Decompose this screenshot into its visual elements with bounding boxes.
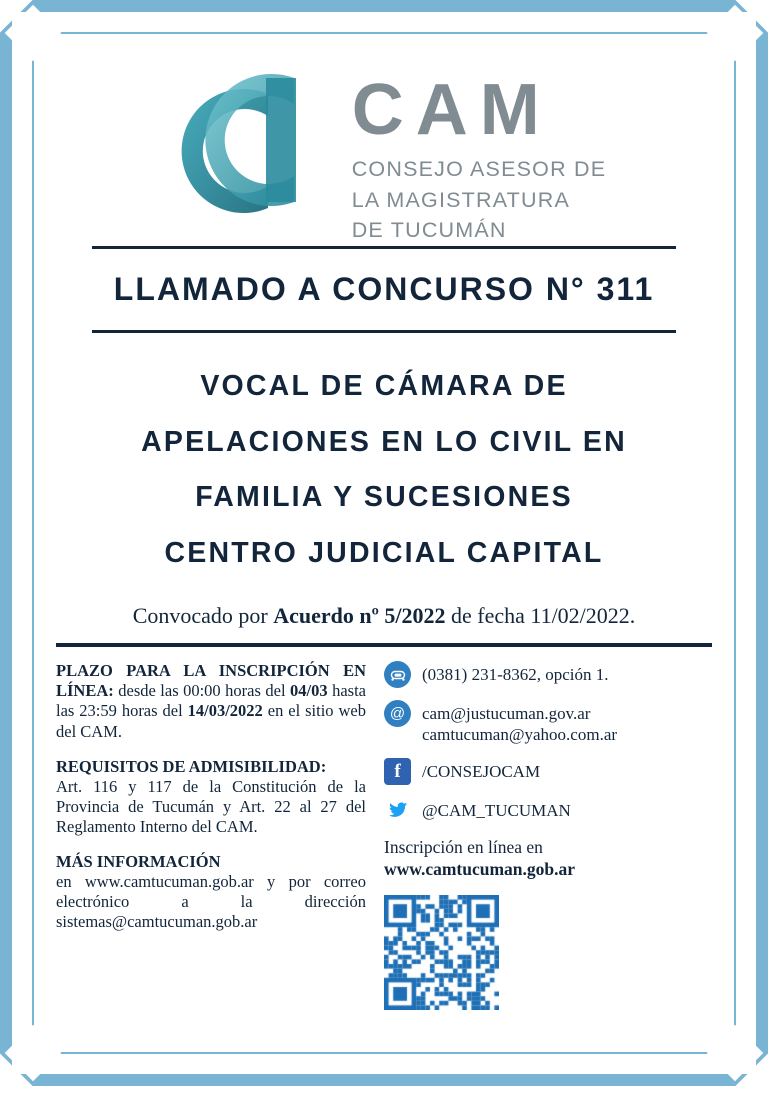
- position-title: [64, 359, 704, 581]
- more-info-text: en www.camtucuman.gob.ar y por correo electrónico a la dirección sistemas@camtucuman.gob.ar: [56, 872, 366, 932]
- contact-row-phone: [384, 661, 712, 688]
- email-icon: @: [384, 700, 411, 727]
- registration-note: [384, 836, 712, 882]
- requirements-heading: REQUISITOS DE ADMISIBILIDAD:: [56, 756, 327, 776]
- twitter-handle[interactable]: @CAM_TUCUMAN: [422, 800, 571, 820]
- logo-subtitle: [352, 154, 607, 246]
- logo-acronym: CAM: [351, 70, 552, 150]
- requirements-text: Art. 116 y 117 de la Constitución de la Provincia de Tucumán y Art. 22 al 27 del Reglamento Interno del CAM.: [56, 776, 366, 836]
- deadline-start-date: 04/03: [290, 681, 328, 701]
- divider-below-title: [92, 330, 676, 333]
- logo-subtitle-line-2: LA MAGISTRATURA: [351, 187, 571, 212]
- phone-icon: [384, 661, 411, 688]
- details-right-column: [384, 661, 712, 1010]
- deadline-heading: PLAZO PARA LA INSCRIPCIÓN EN LÍNEA:: [56, 661, 366, 701]
- position-title-line-2: APELACIONES EN LO CIVIL EN: [141, 425, 627, 458]
- registration-url[interactable]: www.camtucuman.gob.ar: [384, 859, 576, 880]
- contact-row-email: [384, 700, 712, 746]
- phone-number[interactable]: (0381) 231-8362, opción 1.: [422, 665, 609, 685]
- poster-content: [34, 34, 734, 1052]
- logo-subtitle-line-1: CONSEJO ASESOR DE: [351, 157, 607, 182]
- qr-code-canvas: [384, 895, 499, 1010]
- logo-subtitle-line-3: DE TUCUMÁN: [351, 218, 507, 243]
- deadline-text-2: hasta las 23:59 horas del: [56, 681, 366, 721]
- contact-row-twitter: [384, 797, 712, 824]
- details-left-column: [56, 661, 366, 1010]
- cam-c-monogram-icon: [162, 52, 336, 234]
- facebook-handle[interactable]: /CONSEJOCAM: [422, 761, 541, 781]
- logo-block: [34, 34, 734, 246]
- divider-above-title: [92, 246, 676, 249]
- convocation-agreement: Acuerdo nº 5/2022: [273, 603, 446, 629]
- twitter-icon: [384, 797, 411, 824]
- convocation-note: [44, 603, 724, 629]
- deadline-end-date: 14/03/2022: [187, 701, 263, 721]
- email-address-2[interactable]: camtucuman@yahoo.com.ar: [422, 725, 618, 745]
- registration-text: Inscripción en línea en: [384, 836, 543, 857]
- requirements-block: [56, 757, 366, 837]
- contact-row-facebook: [384, 758, 712, 785]
- convocation-prefix: Convocado por: [132, 603, 274, 629]
- page-title: LLAMADO A CONCURSO N° 311: [113, 270, 655, 307]
- qr-code-camtucuman[interactable]: [384, 895, 499, 1010]
- email-address-1[interactable]: cam@justucuman.gov.ar: [422, 704, 591, 724]
- logo-wordmark: [352, 52, 607, 246]
- deadline-block: [56, 661, 366, 742]
- more-info-heading: MÁS INFORMACIÓN: [56, 852, 221, 872]
- deadline-text-1: desde las 00:00 horas del: [113, 681, 291, 701]
- details-section: [34, 647, 734, 1010]
- deadline-text-3: en el sitio web del CAM.: [56, 701, 366, 741]
- facebook-icon: f: [384, 758, 411, 785]
- position-title-line-4: CENTRO JUDICIAL CAPITAL: [164, 536, 604, 569]
- more-info-block: [56, 852, 366, 932]
- position-title-line-3: FAMILIA Y SUCESIONES: [195, 481, 573, 514]
- position-title-line-1: VOCAL DE CÁMARA DE: [200, 369, 568, 402]
- convocation-suffix: de fecha 11/02/2022.: [445, 603, 636, 629]
